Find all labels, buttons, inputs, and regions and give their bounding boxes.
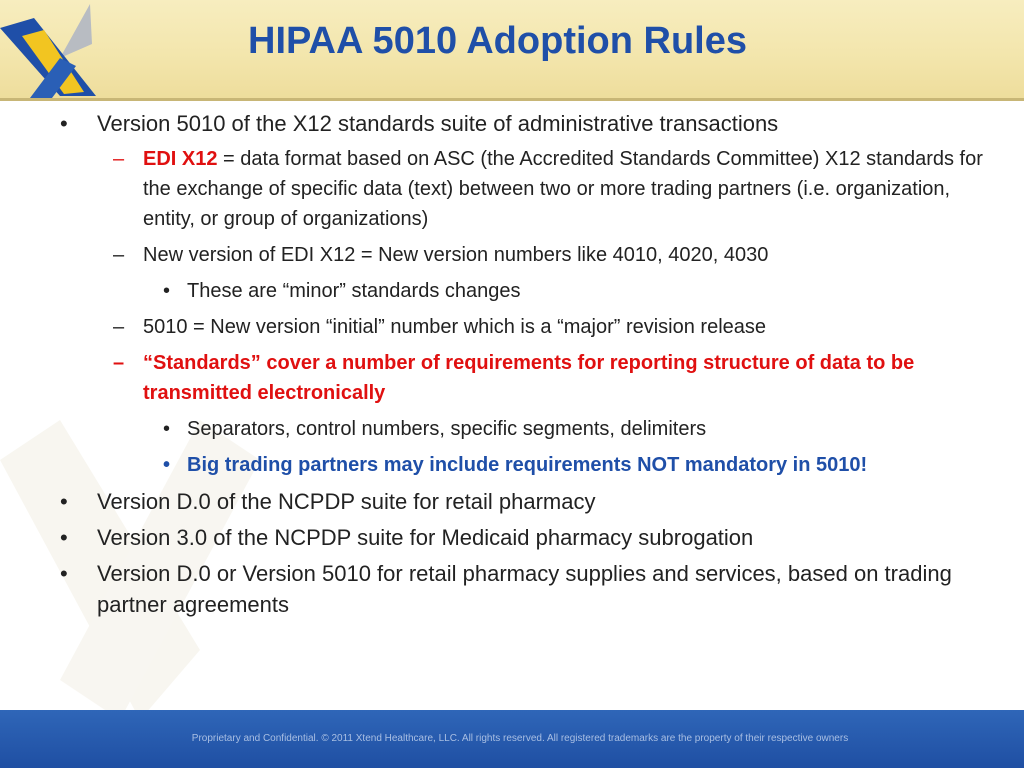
dash-marker: –	[113, 352, 125, 374]
list-item	[0, 522, 977, 553]
list-item	[0, 144, 983, 234]
dash-marker: –	[113, 148, 125, 170]
list-item-text: Version D.0 of the NCPDP suite for retail pharmacy	[97, 489, 596, 514]
list-item-text: Big trading partners may include requirements NOT mandatory in 5010!	[187, 454, 868, 476]
list-item	[0, 312, 983, 342]
list-item-text: 5010 = New version “initial” number which is a “major” revision release	[143, 316, 767, 338]
list-item	[0, 414, 987, 444]
bullet-marker: •	[60, 561, 68, 586]
dash-marker: –	[113, 316, 125, 338]
bullet-marker: •	[60, 525, 68, 550]
dash-marker: –	[113, 244, 125, 266]
list-item-text: Separators, control numbers, specific segments, delimiters	[187, 418, 707, 440]
xtend-x-logo-icon	[0, 0, 110, 98]
footer-copyright: Proprietary and Confidential. © 2011 Xtend Healthcare, LLC. All rights reserved. All registered trademarks are the property of their respective owners	[191, 733, 849, 744]
list-item-text: Version 3.0 of the NCPDP suite for Medicaid pharmacy subrogation	[97, 525, 754, 550]
list-item	[0, 276, 987, 306]
list-item-lead: EDI X12	[143, 148, 218, 170]
bullet-marker: •	[60, 111, 68, 136]
list-item	[0, 108, 977, 139]
list-item	[0, 240, 983, 270]
list-item-text: = data format based on ASC (the Accredited Standards Committee) X12 standards for the exchange of specific data (text) between two or more trading partners (i.e. organization, entity, or group of organizations)	[143, 148, 983, 230]
list-item	[0, 486, 977, 517]
list-item-text: These are “minor” standards changes	[187, 280, 521, 302]
page-title: HIPAA 5010 Adoption Rules	[248, 20, 747, 62]
list-item-text: Version 5010 of the X12 standards suite of administrative transactions	[97, 111, 779, 136]
bullet-marker: •	[60, 489, 68, 514]
list-item	[0, 348, 983, 408]
bullet-marker: •	[163, 280, 171, 302]
header-divider	[0, 98, 1024, 101]
list-item-text: Version D.0 or Version 5010 for retail pharmacy supplies and services, based on trading partner agreements	[97, 561, 952, 617]
list-item-text: “Standards” cover a number of requirements for reporting structure of data to be transmitted electronically	[143, 352, 915, 404]
bullet-list	[0, 108, 1024, 625]
list-item	[0, 558, 977, 620]
bullet-marker: •	[163, 454, 171, 476]
list-item-text: New version of EDI X12 = New version numbers like 4010, 4020, 4030	[143, 244, 769, 266]
list-item	[0, 450, 987, 480]
bullet-marker: •	[163, 418, 171, 440]
